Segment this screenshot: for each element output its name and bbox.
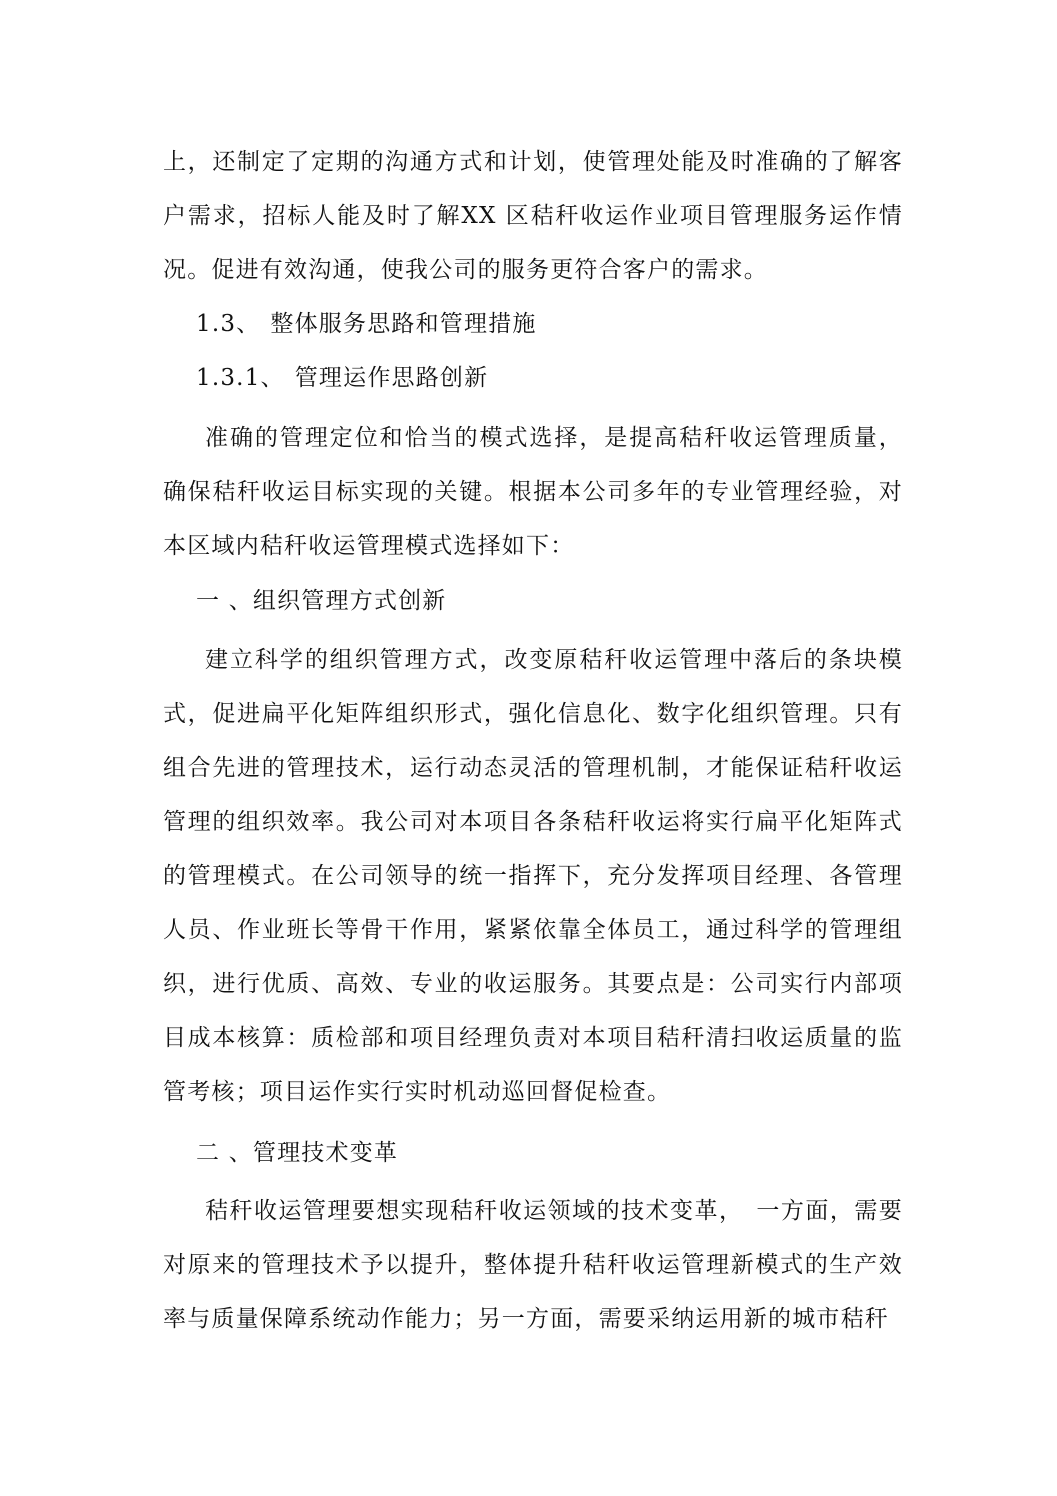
paragraph-text: 准确的管理定位和恰当的模式选择，是提高秸秆收运管理质量，确保秸秆收运目标实现的关键。根据本公司多年的专业管理经验，对本区域内秸秆收运管理模式选择如下： — [163, 425, 903, 559]
section-heading-1-3-1 — [163, 351, 903, 405]
paragraph-organization — [163, 633, 903, 1119]
section-heading-1-3 — [163, 297, 903, 351]
paragraph-continuation — [163, 135, 903, 297]
paragraph-text: 秸秆收运管理要想实现秸秆收运领域的技术变革， 一方面，需要对原来的管理技术予以提升，整体提升秸秆收运管理新模式的生产效率与质量保障系统动作能力；另一方面，需要采纳运用新的城市秸秆 — [163, 1198, 903, 1332]
heading-number: 1.3.1、 — [196, 365, 285, 391]
paragraph-intro — [163, 411, 903, 573]
heading-number: 1.3、 — [196, 311, 261, 337]
subheading-text: 二 、管理技术变革 — [196, 1140, 399, 1166]
paragraph-text: 建立科学的组织管理方式，改变原秸秆收运管理中落后的条块模式，促进扁平化矩阵组织形式，强化信息化、数字化组织管理。只有组合先进的管理技术，运行动态灵活的管理机制，才能保证秸秆收运管理的组织效率。我公司对本项目各条秸秆收运将实行扁平化矩阵式的管理模式。在公司领导的统一指挥下，充分发挥项目经理、各管理人员、作业班长等骨干作用，紧紧依靠全体员工，通过科学的管理组织，进行优质、高效、专业的收运服务。其要点是：公司实行内部项目成本核算：质检部和项目经理负责对本项目秸秆清扫收运质量的监管考核；项目运作实行实时机动巡回督促检查。 — [163, 647, 903, 1105]
paragraph-text: 上，还制定了定期的沟通方式和计划，使管理处能及时准确的了解客户需求，招标人能及时了解XX 区秸秆收运作业项目管理服务运作情况。促进有效沟通，使我公司的服务更符合客户的需求。 — [163, 149, 903, 283]
heading-title: 整体服务思路和管理措施 — [270, 311, 537, 337]
subheading-one — [163, 574, 903, 628]
heading-title: 管理运作思路创新 — [294, 365, 489, 391]
paragraph-technology — [163, 1184, 903, 1346]
subheading-two — [163, 1126, 903, 1180]
subheading-text: 一 、组织管理方式创新 — [196, 588, 447, 614]
